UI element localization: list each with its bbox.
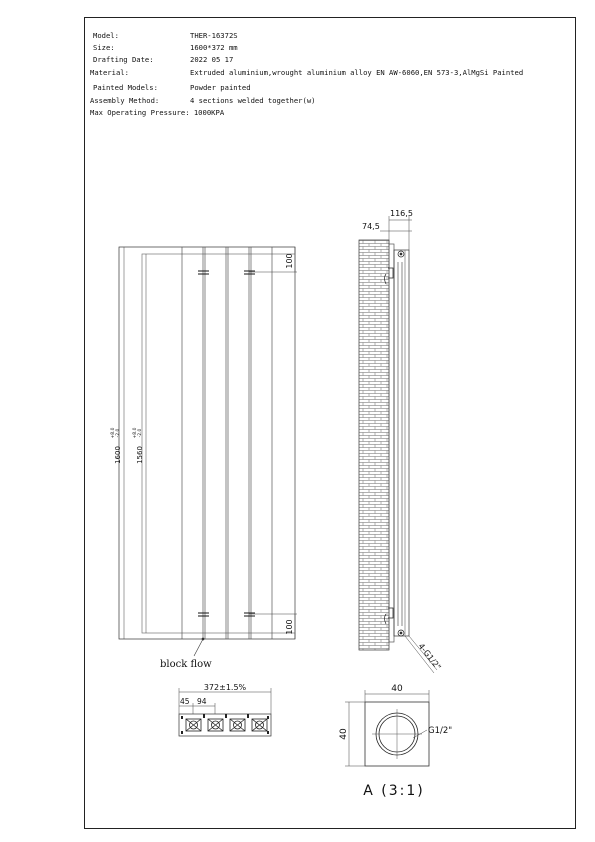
block-flow-note: block flow bbox=[160, 659, 212, 670]
dim-overall-width: 372±1.5% bbox=[203, 683, 247, 692]
top-view bbox=[179, 688, 271, 736]
dim-tube-pitch: 94 bbox=[197, 697, 207, 706]
drafting-date-label: Drafting Date: bbox=[93, 55, 154, 64]
drafting-date-value: 2022 05 17 bbox=[190, 55, 234, 64]
assembly-method-label: Assembly Method: bbox=[90, 96, 160, 105]
detail-dim-width: 40 bbox=[391, 684, 403, 694]
dim-outer-depth: 116,5 bbox=[390, 209, 413, 218]
dim-inner-height: 1560 bbox=[136, 446, 144, 464]
dim-first-tube: 45 bbox=[180, 697, 190, 706]
block-flow-leader bbox=[194, 639, 203, 656]
model-value: THER-16372S bbox=[190, 31, 238, 40]
size-value: 1600*372 mm bbox=[190, 43, 238, 52]
detail-caption: A (3:1) bbox=[363, 783, 425, 799]
tube-sections bbox=[186, 719, 267, 731]
material-value: Extruded aluminium,wrought aluminium alloy EN AW-6060,EN 573-3,AlMgSi Painted bbox=[190, 68, 524, 77]
weld-markers bbox=[198, 271, 255, 616]
dim-overall-tol-plus: +8.0 bbox=[111, 427, 116, 439]
max-pressure-line: Max Operating Pressure: 1000KPA bbox=[90, 108, 225, 117]
model-label: Model: bbox=[93, 31, 119, 40]
radiator-side-profile bbox=[394, 250, 409, 636]
dim-wall-distance: 74,5 bbox=[362, 222, 380, 231]
detail-a bbox=[345, 690, 429, 766]
detail-dim-height: 40 bbox=[339, 728, 349, 740]
connection-thread-note: 4-G1/2" bbox=[416, 641, 443, 672]
dim-bottom-100: 100 bbox=[285, 619, 294, 635]
detail-thread-label: G1/2" bbox=[428, 726, 453, 736]
material-label: Material: bbox=[90, 68, 129, 77]
dim-overall-height: 1600 bbox=[114, 446, 122, 464]
assembly-method-value: 4 sections welded together(w) bbox=[190, 96, 316, 105]
dim-inner-tol-minus: -2.0 bbox=[138, 428, 143, 438]
radiator-outline bbox=[119, 247, 295, 639]
front-view bbox=[119, 247, 297, 656]
wall-brickwork bbox=[359, 240, 389, 650]
size-label: Size: bbox=[93, 43, 115, 52]
dim-overall-tol-minus: -2.0 bbox=[116, 428, 121, 438]
painted-models-label: Painted Models: bbox=[93, 83, 158, 92]
painted-models-value: Powder painted bbox=[190, 83, 251, 92]
dim-top-100: 100 bbox=[285, 253, 294, 269]
mounting-bracket bbox=[389, 244, 394, 642]
dim-inner-tol-plus: +8.0 bbox=[133, 427, 138, 439]
side-view bbox=[359, 216, 437, 673]
